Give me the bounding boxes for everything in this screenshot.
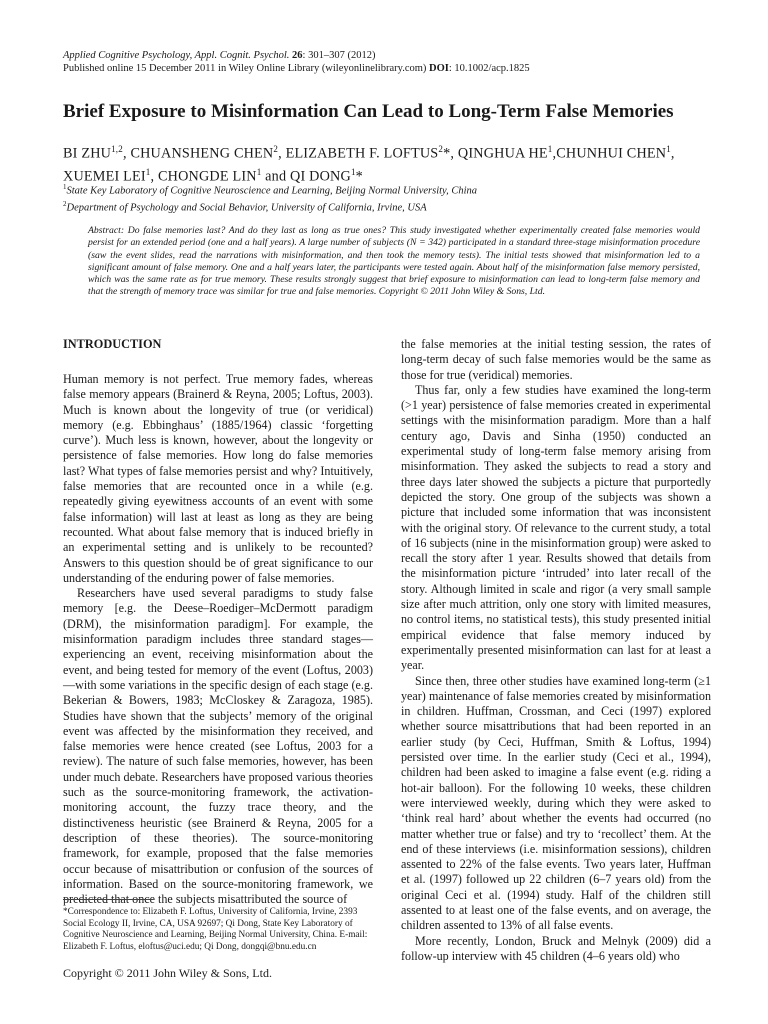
right-column	[401, 337, 711, 964]
author-separator: ,	[278, 145, 286, 162]
correspondence-footnote: *Correspondence to: Elizabeth F. Loftus, University of California, Irvine, 2393 Social Ecology II, Irvine, CA, USA 92697; Qi Dong, State Key Laboratory of Cognitive Neuroscience and Learning, Beijing Normal University, China. E-mail: Elizabeth F. Loftus, eloftus@uci.edu; Qi Dong, dongqi@bnu.edu.cn	[63, 907, 368, 952]
journal-pages: : 301–307 (2012)	[302, 50, 376, 61]
doi-value: : 10.1002/acp.1825	[448, 63, 530, 74]
author-name: QI DONG	[290, 168, 351, 185]
paragraph: Since then, three other studies have examined long-term (≥1 year) maintenance of false memories created by misinformation in children. Huffman, Crossman, and Ceci (1997) explored whether source misattributions that had been reported in an earlier study (by Ceci, Huffman, Smith & Loftus, 1994) persisted over time. In the earlier study (Ceci et al., 1994), children had been asked to imagine a false event (e.g. riding a hot-air balloon). For the following 10 weeks, these children were interviewed weekly, during which they were asked to ‘think real hard’ about whether the events had occurred (no matter whether true or false) and try to ‘recollect’ them. At the end of these interviews (i.e. misinformation sessions), children assented to 22% of the false events. Two years later, Huffman et al. (1997) followed up 22 children (6–7 years old) from the original Ceci et al. (1994) study. Half of the children still assented to at least one of the false events, and on average, the children assented to 13% of all false events.	[401, 673, 711, 933]
author-affiliation-mark: 2	[438, 144, 444, 154]
journal-abbrev: , Appl. Cognit. Psychol.	[189, 50, 290, 61]
author-separator: and	[261, 168, 291, 185]
journal-citation	[63, 49, 703, 62]
author-affiliation-mark: 1,2	[111, 144, 123, 154]
copyright-notice: Copyright © 2011 John Wiley & Sons, Ltd.	[63, 966, 272, 980]
author-name: CHUANSHENG CHEN	[130, 145, 274, 162]
author-name: CHONGDE LIN	[157, 168, 257, 185]
author-separator: ,	[670, 145, 675, 162]
affiliation-line	[63, 198, 703, 215]
affiliation-number: 2	[63, 199, 67, 208]
author-name: QINGHUA HE	[457, 145, 548, 162]
affiliation-text: State Key Laboratory of Cognitive Neuroscience and Learning, Beijing Normal University, China	[66, 185, 478, 197]
affiliation-line	[63, 181, 703, 198]
author-affiliation-mark: 2	[273, 144, 279, 154]
left-column	[63, 337, 373, 907]
author-list	[63, 140, 703, 185]
paragraph: More recently, London, Bruck and Melnyk (2009) did a follow-up interview with 45 children (4–6 years old) who	[401, 933, 711, 963]
author-separator: ,	[150, 168, 158, 185]
affiliations	[63, 181, 703, 214]
author-name: ELIZABETH F. LOFTUS	[285, 145, 439, 162]
section-heading: INTRODUCTION	[63, 337, 162, 351]
paper-title: Brief Exposure to Misinformation Can Lead to Long-Term False Memories	[63, 101, 674, 122]
corresponding-author-mark: *	[443, 145, 451, 162]
author-affiliation-mark: 1	[350, 166, 356, 177]
affiliation-text: Department of Psychology and Social Behavior, University of California, Irvine, USA	[66, 202, 427, 213]
journal-name: Applied Cognitive Psychology	[63, 50, 190, 61]
published-line	[63, 62, 703, 75]
paragraph: Human memory is not perfect. True memory fades, whereas false memory appears (Brainerd & Reyna, 2005; Loftus, 2003). Much is known about the longevity of true (or veridical) memory (e.g. Ebbinghaus’ (1885/1964) classic ‘forgetting curve’). Much less is known, however, about the longevity or persistence of false memories. How long do false memories last? What types of false memories persist and why? Intuitively, false memories that are recounted once in a while (e.g. repeatedly giving eyewitness accounts of an event with some false information) will last at least as long as they are being recounted. What about false memory that is induced briefly in an experimental setting and is unlikely to be recounted? Answers to this question should be of great significance to our understanding of the enduring power of false memories.	[63, 372, 373, 585]
corresponding-author-mark: *	[355, 168, 363, 185]
author-affiliation-mark: 1	[256, 166, 262, 177]
paragraph: Researchers have used several paradigms to study false memory [e.g. the Deese–Roediger–McDermott paradigm (DRM), the misinformation paradigm]. For example, the misinformation paradigm includes three standard stages—experiencing an event, receiving misinformation about the event, and being tested for memory of the event (Loftus, 2003)—with some variations in the specific design of each stage (e.g. Bekerian & Bowers, 1983; McCloskey & Zaragoza, 1985). Studies have shown that the subjects’ memory of the original event was affected by the misinformation they received, and false memories were hence created (see Loftus, 2003 for a review). The nature of such false memories, however, has been under much debate. Researchers have proposed various theories such as the source-monitoring framework, the activation-monitoring account, the fuzzy trace theory, and the distinctiveness heuristic (see Brainerd & Reyna, 2005 for a description of these theories). The source-monitoring framework, for example, proposed that the false memories occur because of misattribution or confusion of the sources of information. Based on the source-monitoring framework, we predicted that once the subjects misattributed the source of	[63, 586, 373, 907]
journal-volume: 26	[292, 50, 303, 61]
author-name: XUEMEI LEI	[63, 168, 146, 185]
affiliation-number: 1	[63, 183, 67, 191]
author-affiliation-mark: 1	[145, 166, 151, 177]
author-name: CHUNHUI CHEN	[556, 145, 667, 162]
paragraph: the false memories at the initial testing session, the rates of long-term decay of such false memories would be the same as those for true (veridical) memories.	[401, 337, 711, 382]
author-separator: ,	[122, 145, 131, 162]
author-separator: ,	[552, 145, 557, 162]
abstract: Abstract: Do false memories last? And do they last as long as true ones? This study investigated whether experimentally created false memories would persist for an extended period (one and a half years). A large number of subjects (N = 342) participated in a standard three-stage misinformation procedure (saw the event slides, read the narrations with misinformation, and then took the memory tests). The initial tests showed that misinformation led to a significant amount of false memory. One and a half years later, the participants were tested again. About half of the misinformation false memory persisted, which was the same rate as for true memory. These results strongly suggest that brief exposure to misinformation can lead to long-term false memory and that the strength of memory trace was similar for true and false memories. Copyright © 2011 John Wiley & Sons, Ltd.	[88, 225, 700, 298]
published-text: Published online 15 December 2011 in Wiley Online Library (wileyonlinelibrary.com)	[63, 63, 430, 74]
doi-label: DOI	[429, 63, 449, 74]
author-affiliation-mark: 1	[666, 144, 671, 154]
author-affiliation-mark: 1	[547, 144, 553, 154]
author-separator: ,	[450, 145, 458, 162]
footnote-rule	[63, 899, 153, 900]
paragraph: Thus far, only a few studies have examined the long-term (>1 year) persistence of false memories created in experimental settings with the misinformation paradigm. More than a half century ago, Davis and Sinha (1950) conducted an experimental study of long-term false memory arising from misinformation. They asked the subjects to read a story and three days later showed the subjects a picture that purportedly depicted the story. One group of the subjects was shown a picture that included some information that was inconsistent with the original story. Of relevance to the current study, a total of 16 subjects (nine in the misinformation group) were asked to recall the story after 1 year. Results showed that details from the misinformation picture ‘intruded’ into later recall of the story. Although limited in scale and rigor (a very small sample size after much attrition, only one story with limited measures, no control items, no statistical tests), this study presented initial empirical evidence that false memory induced by experimentally presented misinformation can last for at least a year.	[401, 382, 711, 673]
journal-header	[63, 49, 703, 75]
author-name: BI ZHU	[63, 145, 112, 162]
